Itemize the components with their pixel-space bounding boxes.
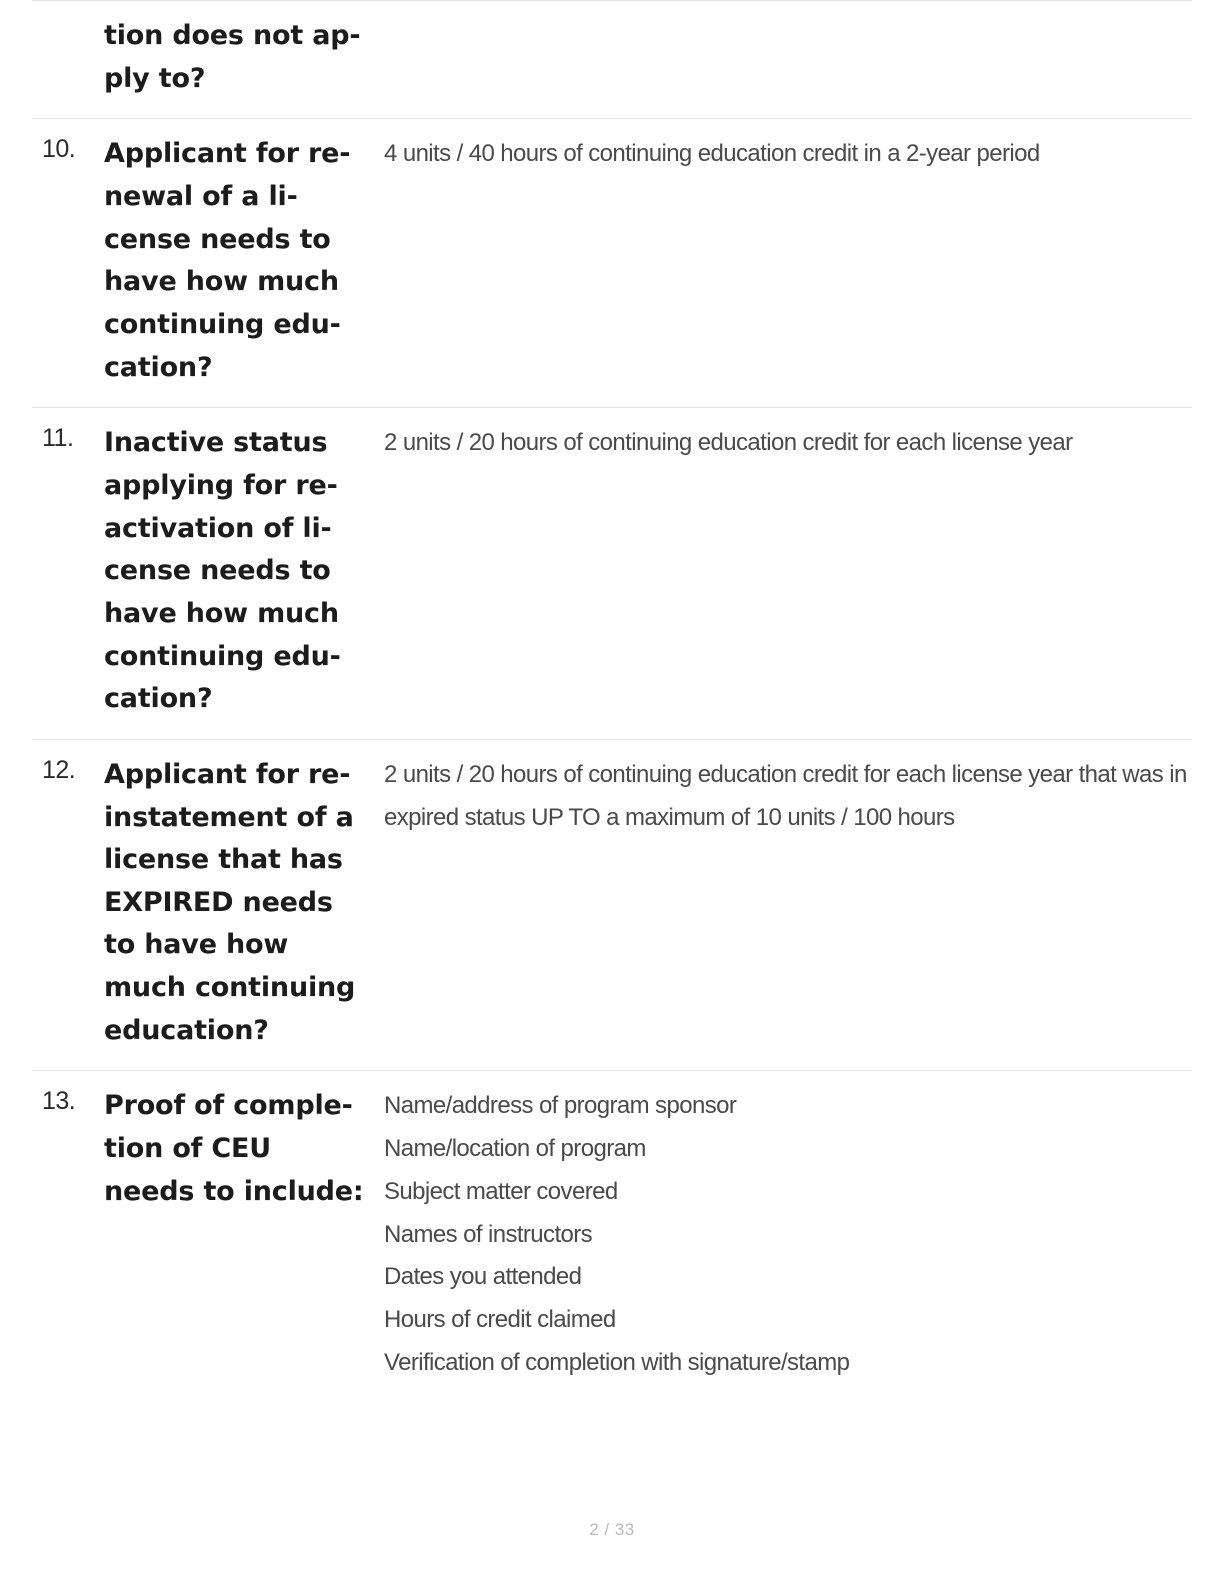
term-line: Inactive status <box>104 427 328 459</box>
qa-table <box>32 0 1192 1402</box>
definition-line: Names of instructors <box>384 1220 593 1248</box>
term-line: Proof of comple- <box>104 1090 353 1122</box>
table-row <box>32 739 1192 1071</box>
definition-line: Verification of completion with signature/stamp <box>384 1348 850 1376</box>
term-line: ply to? <box>104 62 206 94</box>
definition-line: 2 units / 20 hours of continuing education credit for each license year that was in <box>384 760 1187 788</box>
definition-line: Hours of credit claimed <box>384 1306 616 1334</box>
term-line: cation? <box>104 683 213 715</box>
table-row <box>32 118 1192 407</box>
row-term <box>104 422 372 721</box>
term-line: applying for re- <box>104 469 338 501</box>
row-number: 12. <box>42 755 76 784</box>
term-line: activation of li- <box>104 512 332 544</box>
definition-line: Name/location of program <box>384 1135 646 1163</box>
table-row <box>32 0 1192 118</box>
row-term <box>104 15 372 100</box>
definition-line: expired status UP TO a maximum of 10 units / 100 hours <box>384 803 955 831</box>
term-line: Applicant for re- <box>104 758 351 790</box>
definition-line: Dates you attended <box>384 1263 582 1291</box>
term-line: cense needs to <box>104 555 331 587</box>
page-number: 2 / 33 <box>589 1520 635 1539</box>
row-definition <box>372 133 1192 176</box>
term-line: continuing edu- <box>104 640 341 672</box>
row-definition <box>372 754 1192 839</box>
term-line: have how much <box>104 597 339 629</box>
term-line: tion of CEU needs <box>104 1133 272 1207</box>
term-line: Applicant for re- <box>104 138 351 170</box>
term-line: cense needs to <box>104 223 331 255</box>
row-term <box>104 133 372 389</box>
term-line: to have how <box>104 929 289 961</box>
term-line: newal of a li- <box>104 180 298 212</box>
table-row <box>32 407 1192 739</box>
term-line: cation? <box>104 351 213 383</box>
row-number: 10. <box>42 135 76 164</box>
term-line: instatement of a <box>104 801 354 833</box>
term-line: much continuing <box>104 972 356 1004</box>
definition-line: Subject matter covered <box>384 1177 618 1205</box>
row-term <box>104 754 372 1053</box>
row-definition <box>372 1085 1192 1384</box>
term-line: EXPIRED needs <box>104 886 333 918</box>
row-definition <box>372 422 1192 465</box>
term-line: continuing edu- <box>104 308 341 340</box>
term-line: education? <box>104 1014 269 1046</box>
definition-line: 2 units / 20 hours of continuing education credit for each license year <box>384 429 1073 457</box>
row-number: 13. <box>42 1087 76 1116</box>
term-line: license that has <box>104 844 343 876</box>
row-number: 11. <box>42 424 74 453</box>
term-line: to include: <box>203 1175 364 1207</box>
row-term <box>104 1085 372 1213</box>
definition-line: Name/address of program sponsor <box>384 1092 737 1120</box>
term-line: have how much <box>104 266 339 298</box>
definition-line: 4 units / 40 hours of continuing education credit in a 2-year period <box>384 140 1040 168</box>
table-row <box>32 1070 1192 1402</box>
term-line: tion does not ap- <box>104 20 361 51</box>
